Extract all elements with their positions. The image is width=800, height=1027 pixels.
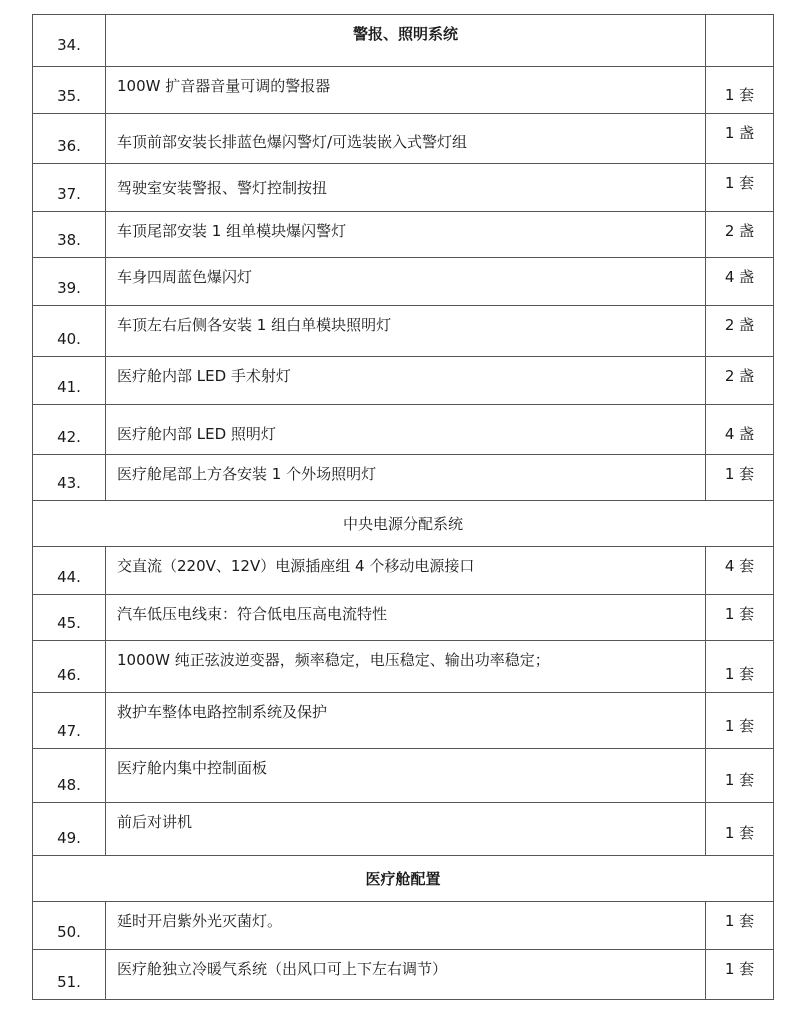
row-number: 36.: [33, 114, 106, 164]
row-number: 44.: [33, 547, 106, 595]
row-number: 47.: [33, 693, 106, 749]
row-quantity: 4 盏: [706, 258, 774, 306]
table-row: [33, 803, 774, 856]
row-description: 车顶左右后侧各安装 1 组白单模块照明灯: [106, 306, 706, 357]
table-row: [33, 693, 774, 749]
row-quantity: 1 套: [706, 641, 774, 693]
table-row: [33, 164, 774, 212]
section-title: [33, 856, 774, 902]
row-quantity: 1 套: [706, 950, 774, 1000]
row-quantity: 1 套: [706, 803, 774, 856]
row-quantity: 1 套: [706, 902, 774, 950]
table-row: [33, 595, 774, 641]
table-row: [33, 258, 774, 306]
row-quantity: 1 套: [706, 164, 774, 212]
row-quantity: 4 套: [706, 547, 774, 595]
row-quantity: 1 套: [706, 693, 774, 749]
row-description: 汽车低压电线束：符合低电压高电流特性: [106, 595, 706, 641]
row-description: 100W 扩音器音量可调的警报器: [106, 67, 706, 114]
row-number: 49.: [33, 803, 106, 856]
section-title: [33, 501, 774, 547]
row-number: 50.: [33, 902, 106, 950]
row-description: 医疗舱内部 LED 照明灯: [106, 405, 706, 455]
table-row: [33, 641, 774, 693]
row-quantity: 4 盏: [706, 405, 774, 455]
row-number: 42.: [33, 405, 106, 455]
equipment-table-container: [32, 14, 773, 1000]
row-quantity: 1 套: [706, 67, 774, 114]
row-description: 车顶前部安装长排蓝色爆闪警灯/可选装嵌入式警灯组: [106, 114, 706, 164]
section-row: [33, 501, 774, 547]
row-number: 35.: [33, 67, 106, 114]
row-description: 延时开启紫外光灭菌灯。: [106, 902, 706, 950]
section-row: [33, 15, 774, 67]
table-row: [33, 357, 774, 405]
row-description: 医疗舱内集中控制面板: [106, 749, 706, 803]
table-row: [33, 749, 774, 803]
section-title-text: 中央电源分配系统: [342, 515, 463, 533]
row-quantity: 2 盏: [706, 212, 774, 258]
row-description: 驾驶室安装警报、警灯控制按扭: [106, 164, 706, 212]
row-number: 38.: [33, 212, 106, 258]
row-number: 48.: [33, 749, 106, 803]
row-description: 医疗舱独立冷暖气系统（出风口可上下左右调节）: [106, 950, 706, 1000]
row-number: 51.: [33, 950, 106, 1000]
table-row: [33, 950, 774, 1000]
row-quantity: 1 盏: [706, 114, 774, 164]
row-number: 37.: [33, 164, 106, 212]
row-number: 39.: [33, 258, 106, 306]
table-row: [33, 306, 774, 357]
row-description: 车顶尾部安装 1 组单模块爆闪警灯: [106, 212, 706, 258]
row-number: 41.: [33, 357, 106, 405]
table-row: [33, 455, 774, 501]
row-quantity: 1 套: [706, 595, 774, 641]
table-row: [33, 67, 774, 114]
row-description: 医疗舱尾部上方各安装 1 个外场照明灯: [106, 455, 706, 501]
row-number: 46.: [33, 641, 106, 693]
section-title-text: 医疗舱配置: [365, 870, 441, 888]
row-number: 45.: [33, 595, 106, 641]
row-description: 交直流（220V、12V）电源插座组 4 个移动电源接口: [106, 547, 706, 595]
row-number: 43.: [33, 455, 106, 501]
row-description: 前后对讲机: [106, 803, 706, 856]
table-row: [33, 547, 774, 595]
row-description: 医疗舱内部 LED 手术射灯: [106, 357, 706, 405]
table-row: [33, 902, 774, 950]
table-row: [33, 212, 774, 258]
row-quantity: 2 盏: [706, 306, 774, 357]
empty-cell: [706, 15, 774, 67]
table-row: [33, 405, 774, 455]
equipment-table: [32, 14, 774, 1000]
table-row: [33, 114, 774, 164]
row-description: 车身四周蓝色爆闪灯: [106, 258, 706, 306]
row-quantity: 2 盏: [706, 357, 774, 405]
row-number: 34.: [33, 15, 106, 67]
row-number: 40.: [33, 306, 106, 357]
row-quantity: 1 套: [706, 455, 774, 501]
section-row: [33, 856, 774, 902]
section-title: 警报、照明系统: [106, 15, 706, 67]
row-description: 救护车整体电路控制系统及保护: [106, 693, 706, 749]
row-quantity: 1 套: [706, 749, 774, 803]
row-description: 1000W 纯正弦波逆变器，频率稳定，电压稳定、输出功率稳定；: [106, 641, 706, 693]
